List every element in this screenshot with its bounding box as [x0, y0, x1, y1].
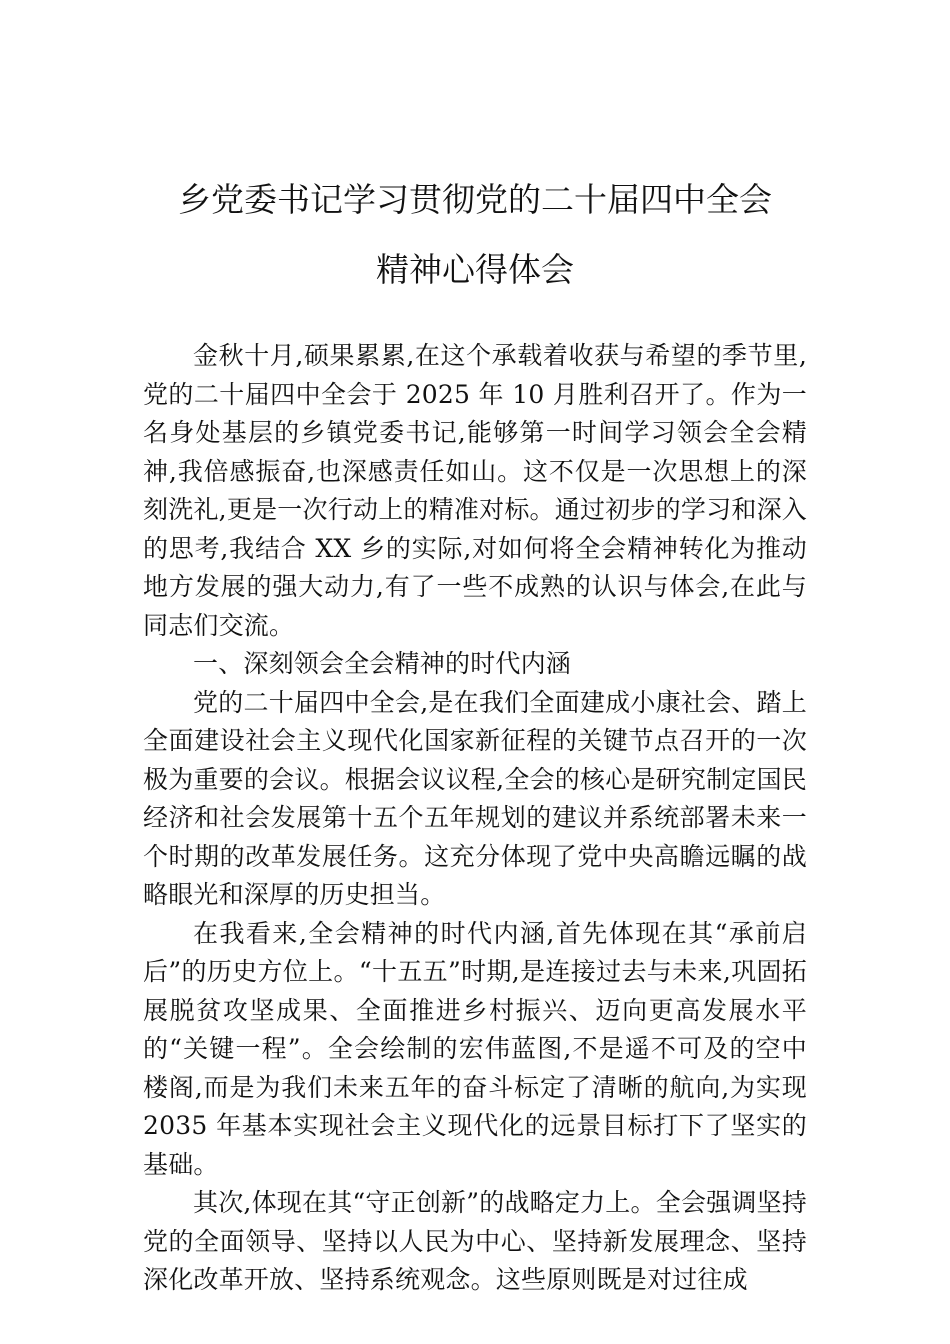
- paragraph-intro: 金秋十月,硕果累累,在这个承载着收获与希望的季节里,党的二十届四中全会于 2025 年 10 月胜利召开了。作为一名身处基层的乡镇党委书记,能够第一时间学习领会全会精神,我倍感振奋,也深感责任如山。这不仅是一次思想上的深刻洗礼,更是一次行动上的精准对标。通过初步的学习和深入的思考,我结合 XX 乡的实际,对如何将全会精神转化为推动地方发展的强大动力,有了一些不成熟的认识与体会,在此与同志们交流。: [143, 341, 807, 640]
- document-body: [143, 337, 807, 1300]
- section-heading-1: 一、深刻领会全会精神的时代内涵: [193, 649, 572, 678]
- paragraph-meeting-context: 党的二十届四中全会,是在我们全面建成小康社会、踏上全面建设社会主义现代化国家新征程的关键节点召开的一次极为重要的会议。根据会议议程,全会的核心是研究制定国民经济和社会发展第十五个五年规划的建议并系统部署未来一个时期的改革发展任务。这充分体现了党中央高瞻远瞩的战略眼光和深厚的历史担当。: [143, 687, 807, 909]
- document-title-line-1: 乡党委书记学习贯彻党的二十届四中全会: [178, 180, 772, 219]
- paragraph-historical-position: 在我看来,全会精神的时代内涵,首先体现在其“承前启后”的历史方位上。“十五五”时期,是连接过去与未来,巩固拓展脱贫攻坚成果、全面推进乡村振兴、迈向更高发展水平的“关键一程”。全会绘制的宏伟蓝图,不是遥不可及的空中楼阁,而是为我们未来五年的奋斗标定了清晰的航向,为实现 2035 年基本实现社会主义现代化的远景目标打下了坚实的基础。: [143, 918, 807, 1179]
- document-title-line-2: 精神心得体会: [376, 250, 574, 289]
- paragraph-strategic-focus: 其次,体现在其“守正创新”的战略定力上。全会强调坚持党的全面领导、坚持以人民为中心、坚持新发展理念、坚持深化改革开放、坚持系统观念。这些原则既是对过往成: [143, 1188, 807, 1294]
